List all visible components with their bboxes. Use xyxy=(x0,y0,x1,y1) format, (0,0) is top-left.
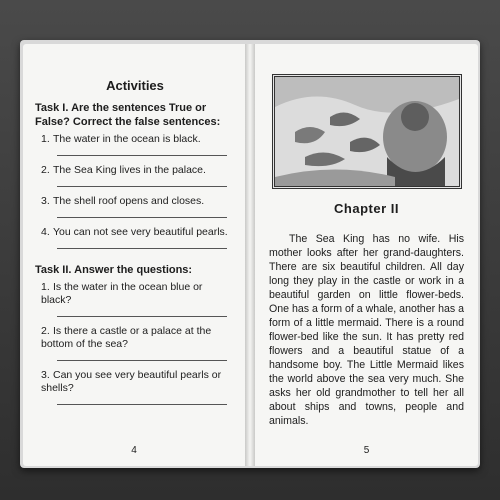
answer-line[interactable] xyxy=(57,239,227,249)
book-gutter xyxy=(245,44,255,466)
right-page xyxy=(255,44,478,466)
question-item xyxy=(41,195,235,208)
answer-line[interactable] xyxy=(57,307,227,317)
question-text: Is there a castle or a palace at the bottom of the sea? xyxy=(41,325,212,350)
question-number: 1. xyxy=(41,281,50,293)
answer-line[interactable] xyxy=(57,395,227,405)
question-item xyxy=(41,281,235,307)
question-item xyxy=(41,325,235,351)
question-number: 3. xyxy=(41,369,50,381)
answer-line[interactable] xyxy=(57,177,227,187)
question-text: Is the water in the ocean blue or black? xyxy=(41,281,203,306)
question-number: 2. xyxy=(41,325,50,337)
question-number: 3. xyxy=(41,195,50,207)
chapter-title: Chapter II xyxy=(334,201,399,216)
question-number: 4. xyxy=(41,226,50,238)
question-item xyxy=(41,133,235,146)
illustration-drawing xyxy=(275,77,459,186)
answer-line[interactable] xyxy=(57,208,227,218)
task1-list xyxy=(35,133,235,249)
left-page xyxy=(23,44,245,466)
story-paragraph: The Sea King has no wife. His mother looks after her grand-daughters. There are six beautiful children. All day long they play in the castle or work in a beautiful garden on little flower-beds. One has a form of a whale, another has a form of a little mermaid. There is a round flower-bed like the sun. It has pretty red flowers and a beautiful statue of a handsome boy. The Little Mermaid likes the world above the sea very much. She asks her old grandmother to tell her all about ships and towns, people and animals. xyxy=(269,233,464,427)
question-text: The shell roof opens and closes. xyxy=(53,195,205,207)
mermaid-illustration xyxy=(272,74,462,189)
question-number: 1. xyxy=(41,133,50,145)
task2-heading: Task II. Answer the questions: xyxy=(35,264,193,276)
answer-line[interactable] xyxy=(57,146,227,156)
question-item xyxy=(41,226,235,239)
page-number-right: 5 xyxy=(363,445,370,456)
question-text: You can not see very beautiful pearls. xyxy=(53,226,228,238)
question-text: The water in the ocean is black. xyxy=(53,133,201,145)
task2-list xyxy=(35,281,235,405)
activities-title: Activities xyxy=(106,78,164,93)
task1-heading: Task I. Are the sentences True or False? Correct the false sentences: xyxy=(35,102,221,128)
question-item xyxy=(41,164,235,177)
question-item xyxy=(41,369,235,395)
answer-line[interactable] xyxy=(57,351,227,361)
question-text: Can you see very beautiful pearls or shells? xyxy=(41,369,222,394)
page-number-left: 4 xyxy=(131,445,137,456)
question-text: The Sea King lives in the palace. xyxy=(53,164,206,176)
question-number: 2. xyxy=(41,164,50,176)
